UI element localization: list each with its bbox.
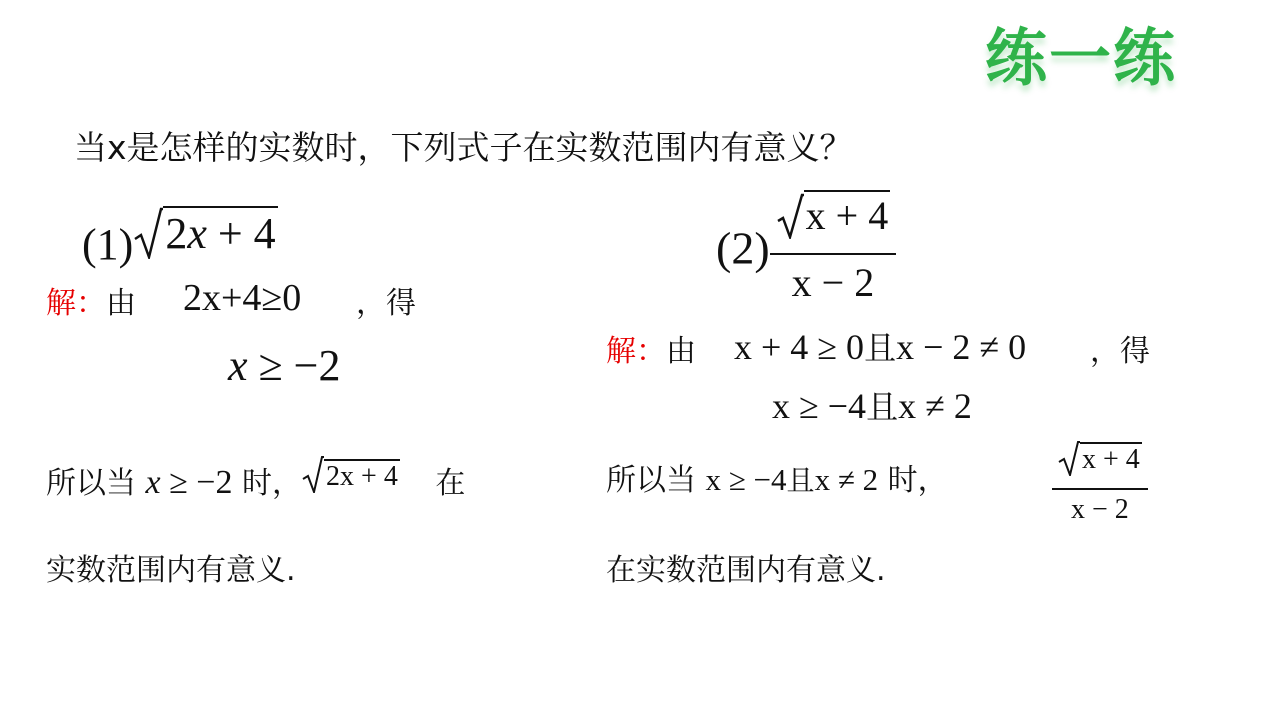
condition-b: x − 2 ≠ 0 xyxy=(896,327,1027,367)
result-var: x xyxy=(228,341,248,390)
sqrt-symbol xyxy=(133,207,163,259)
conclusion-prefix: 所以当 xyxy=(606,463,696,498)
solve-you: 由 xyxy=(666,334,696,369)
conclusion-prefix: 所以当 xyxy=(46,466,136,501)
conclusion-b: x ≠ 2 xyxy=(814,462,879,497)
radicand-rest: + 4 xyxy=(206,209,276,258)
part1-solution-line xyxy=(46,278,136,322)
part2-solution-line xyxy=(606,326,696,370)
part1-result xyxy=(228,340,341,391)
sqrt-symbol-small xyxy=(302,455,324,493)
numerator-radicand: x + 4 xyxy=(804,190,891,239)
part1-number: (1) xyxy=(82,220,134,269)
conclusion-zai: 在 xyxy=(435,466,466,501)
condition-a: x + 4 ≥ 0 xyxy=(734,327,865,367)
solve-you: 由 xyxy=(106,286,136,321)
part1-condition: 2x+4≥0 xyxy=(183,277,302,319)
part2-result xyxy=(772,382,972,428)
part1-expression xyxy=(82,206,278,270)
radicand-coef: 2 xyxy=(165,209,188,258)
part2-fraction xyxy=(770,190,897,306)
conclusion-a: x ≥ −4 xyxy=(705,462,787,497)
part2-conclusion-line2: 在实数范围内有意义. xyxy=(606,553,886,588)
part2-condition xyxy=(734,323,1026,369)
question-text: 当x是怎样的实数时，下列式子在实数范围内有意义？ xyxy=(74,128,853,167)
conclusion-qie: 且 xyxy=(786,464,815,497)
solve-label: 解： xyxy=(606,334,666,369)
part2-expression xyxy=(716,190,896,306)
radicand-var: x xyxy=(187,209,207,258)
conclusion-radicand: 2x + 4 xyxy=(326,461,398,492)
part2-conclusion xyxy=(606,455,948,499)
part2-number: (2) xyxy=(716,222,770,274)
conclusion-shi: 时， xyxy=(242,466,303,501)
part1-conclusion-line2: 实数范围内有意义. xyxy=(46,553,296,588)
solve-label: 解： xyxy=(46,286,106,321)
result-qie: 且 xyxy=(866,388,899,426)
part2-conclusion-fraction xyxy=(1052,440,1148,526)
result-b: x ≠ 2 xyxy=(898,386,972,426)
result-a: x ≥ −4 xyxy=(772,386,867,426)
slide-title: 练一练 xyxy=(985,21,1178,94)
sqrt-symbol xyxy=(776,193,804,239)
part1-radicand xyxy=(163,206,277,259)
conclusion-condition: ≥ −2 xyxy=(160,464,233,501)
part1-radical xyxy=(133,206,277,259)
part2-numerator xyxy=(770,190,897,255)
sqrt-symbol-small xyxy=(1058,440,1080,476)
part2-de: ，得 xyxy=(1090,334,1150,369)
conclusion-numerator: x + 4 xyxy=(1082,444,1140,475)
conclusion-radical xyxy=(302,455,400,493)
conclusion-shi: 时， xyxy=(887,463,948,498)
condition-qie: 且 xyxy=(864,329,897,367)
conclusion-var: x xyxy=(145,464,161,501)
part2-denominator: x − 2 xyxy=(791,260,875,305)
part1-conclusion xyxy=(46,455,465,502)
conclusion-denominator: x − 2 xyxy=(1071,494,1129,525)
part1-de: ，得 xyxy=(356,286,416,321)
result-value: ≥ −2 xyxy=(258,341,341,390)
